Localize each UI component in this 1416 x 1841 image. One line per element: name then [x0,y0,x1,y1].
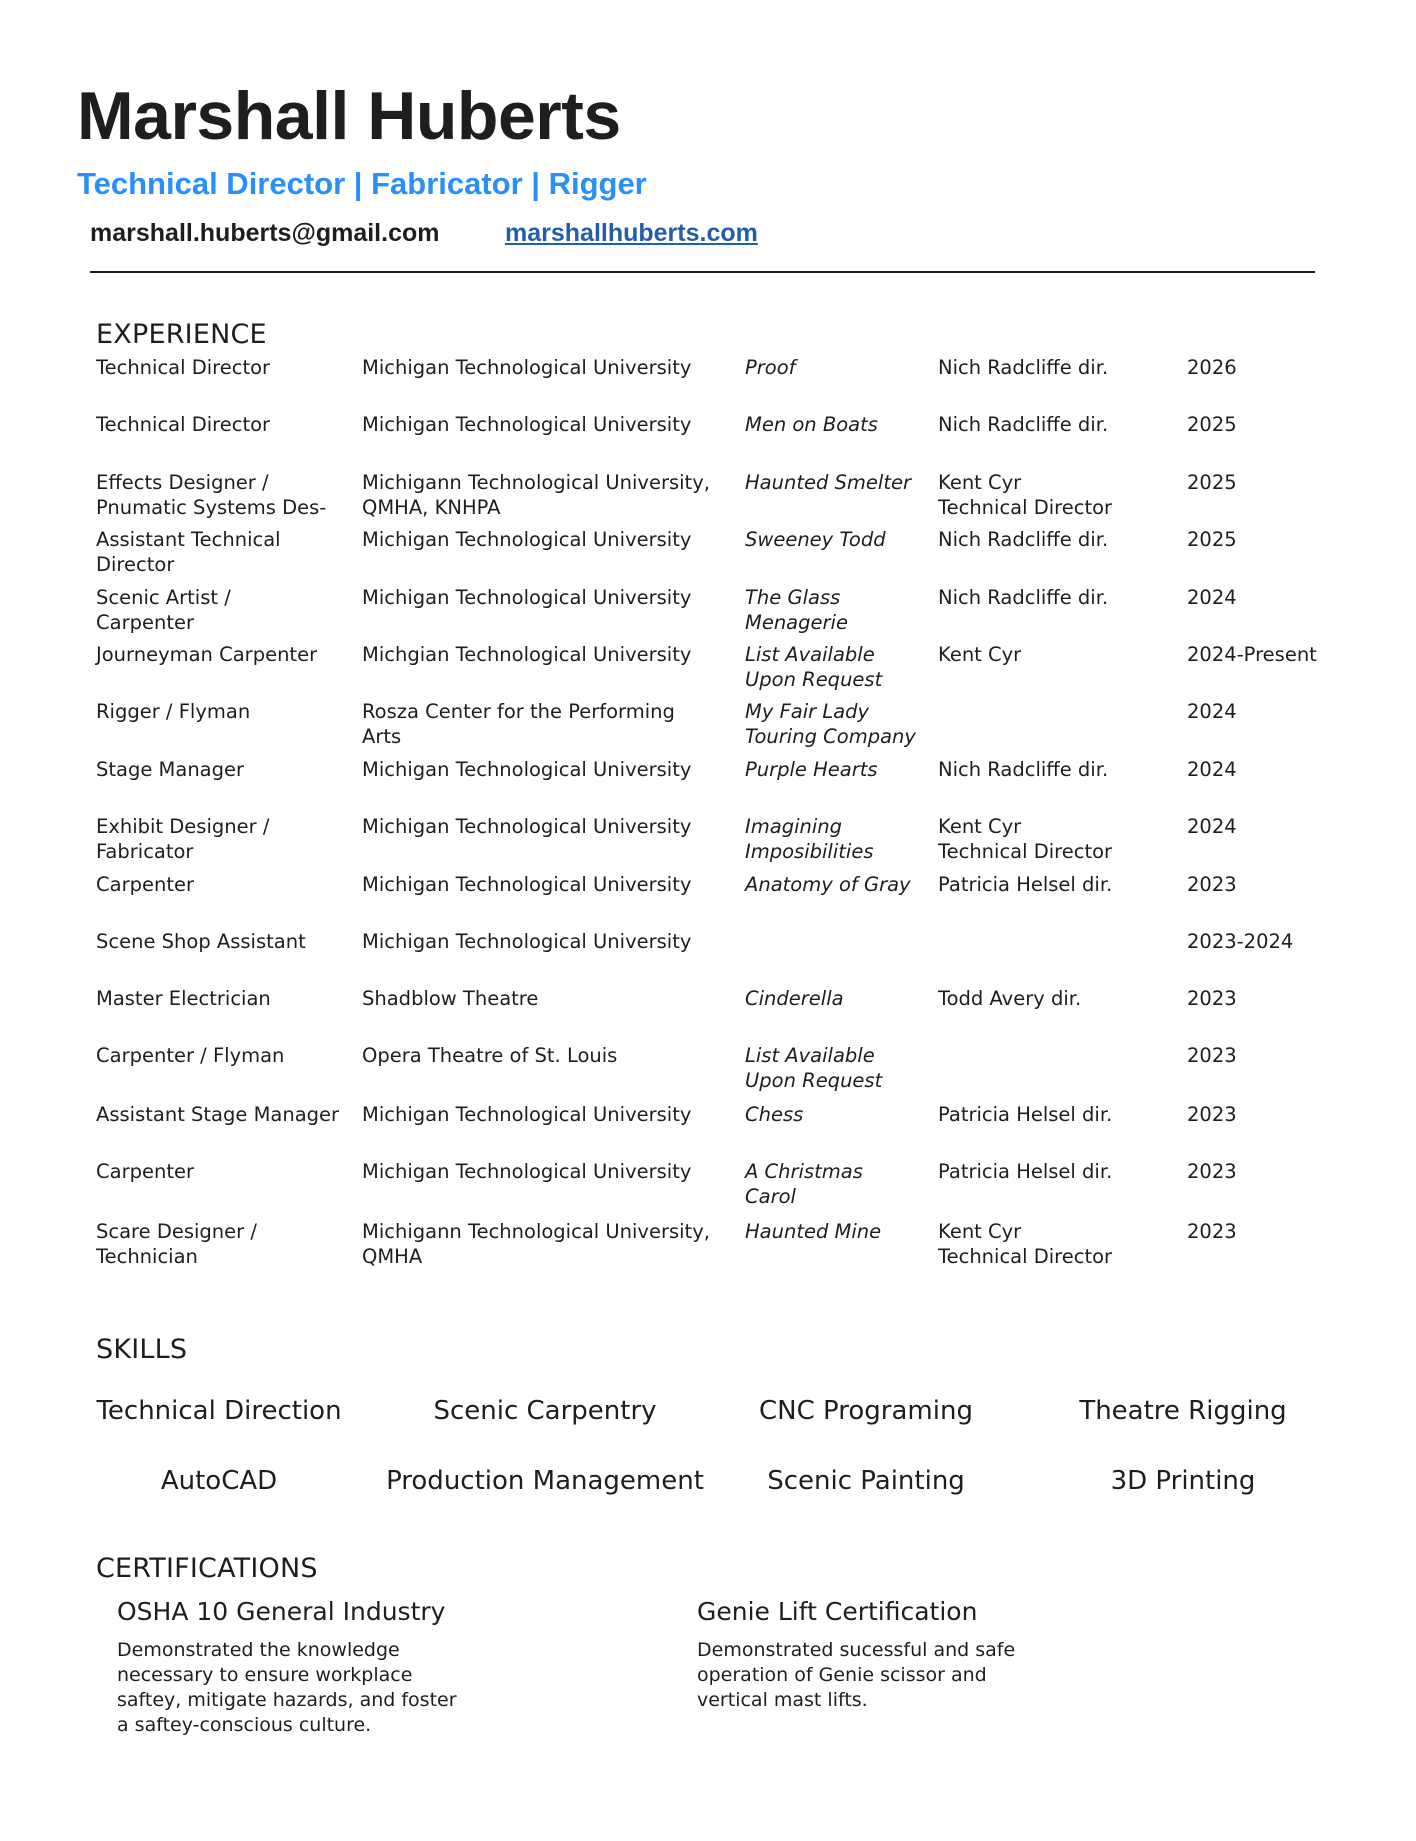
experience-role: Master Electrician [96,987,271,1010]
experience-production: Haunted Smelter [745,471,911,494]
experience-organization: Michigan Technological University [362,528,692,551]
experience-organization: Michigan Technological University [362,758,692,781]
experience-role: Assistant Technical Director [96,528,281,576]
experience-organization: Shadblow Theatre [362,987,539,1010]
experience-production: Anatomy of Gray [745,873,911,896]
experience-organization: Michigan Technological University [362,586,692,609]
experience-row [0,1102,1416,1158]
experience-director: Patricia Helsel dir. [938,1160,1113,1183]
experience-role: Technical Director [96,413,271,436]
experience-director: Kent Cyr [938,643,1022,666]
experience-year: 2025 [1187,413,1237,436]
experience-role: Scare Designer / Technician [96,1220,257,1268]
experience-director: Kent Cyr Technical Director [938,815,1113,863]
experience-year: 2025 [1187,528,1237,551]
experience-organization: Michigan Technological University [362,413,692,436]
experience-organization: Michgian Technological University [362,643,692,666]
experience-organization: Michigan Technological University [362,1160,692,1183]
skill-item: Production Management [386,1466,704,1496]
experience-year: 2025 [1187,471,1237,494]
experience-production: A Christmas Carol [745,1160,863,1208]
experience-row [0,355,1416,411]
experience-year: 2023 [1187,1220,1237,1243]
website-link[interactable]: marshallhuberts.com [505,219,758,247]
experience-year: 2023 [1187,1044,1237,1067]
experience-production: Sweeney Todd [745,528,886,551]
experience-role: Stage Manager [96,758,245,781]
certifications-heading: CERTIFICATIONS [96,1553,318,1584]
experience-year: 2023 [1187,1103,1237,1126]
experience-role: Effects Designer / Pnumatic Systems Des- [96,471,327,519]
experience-role: Technical Director [96,356,271,379]
experience-row [0,412,1416,468]
experience-director: Nich Radcliffe dir. [938,528,1109,551]
resume-name: Marshall Huberts [77,78,621,154]
experience-year: 2023 [1187,1160,1237,1183]
experience-year: 2024 [1187,700,1237,723]
experience-row [0,585,1416,641]
experience-director: Nich Radcliffe dir. [938,758,1109,781]
experience-row [0,470,1416,526]
skill-item: 3D Printing [1110,1466,1256,1496]
experience-row [0,757,1416,813]
experience-row [0,814,1416,870]
experience-row [0,699,1416,755]
experience-year: 2024 [1187,586,1237,609]
experience-role: Exhibit Designer / Fabricator [96,815,270,863]
experience-production: Cinderella [745,987,844,1010]
experience-production: My Fair Lady Touring Company [745,700,916,748]
experience-organization: Michigan Technological University [362,930,692,953]
experience-director: Nich Radcliffe dir. [938,413,1109,436]
email-address: marshall.huberts@gmail.com [90,219,440,247]
experience-production: Haunted Mine [745,1220,882,1243]
experience-production: Purple Hearts [745,758,878,781]
skill-item: Scenic Carpentry [433,1396,657,1426]
experience-organization: Michigan Technological University [362,356,692,379]
experience-row [0,872,1416,928]
experience-role: Carpenter [96,1160,194,1183]
experience-director: Nich Radcliffe dir. [938,356,1109,379]
experience-organization: Michigan Technological University [362,1103,692,1126]
experience-year: 2023 [1187,873,1237,896]
header-divider [90,271,1315,273]
skills-heading: SKILLS [96,1334,188,1365]
experience-row [0,642,1416,698]
experience-row [0,1043,1416,1099]
experience-production: List Available Upon Request [745,1044,883,1092]
experience-role: Journeyman Carpenter [96,643,318,666]
experience-director: Kent Cyr Technical Director [938,1220,1113,1268]
experience-director: Nich Radcliffe dir. [938,586,1109,609]
experience-production: The Glass Menagerie [745,586,848,634]
experience-director: Kent Cyr Technical Director [938,471,1113,519]
resume-subtitle: Technical Director | Fabricator | Rigger [77,166,647,201]
certification-title: Genie Lift Certification [697,1597,978,1626]
experience-heading: EXPERIENCE [96,319,267,350]
experience-row [0,527,1416,583]
experience-production: Imagining Imposibilities [745,815,874,863]
experience-role: Carpenter / Flyman [96,1044,285,1067]
certification-description: Demonstrated sucessful and safe operation of Genie scissor and vertical mast lifts. [697,1639,1016,1711]
experience-year: 2024-Present [1187,643,1317,666]
experience-row [0,986,1416,1042]
experience-role: Scenic Artist / Carpenter [96,586,231,634]
experience-year: 2024 [1187,758,1237,781]
experience-year: 2024 [1187,815,1237,838]
experience-organization: Rosza Center for the Performing Arts [362,700,675,748]
skill-item: AutoCAD [160,1466,278,1496]
experience-director: Todd Avery dir. [938,987,1082,1010]
experience-organization: Opera Theatre of St. Louis [362,1044,618,1067]
experience-organization: Michigann Technological University, QMHA [362,1220,710,1268]
experience-production: Proof [745,356,796,379]
experience-row [0,1159,1416,1215]
experience-organization: Michigan Technological University [362,815,692,838]
skill-item: Technical Direction [96,1396,342,1426]
experience-year: 2023 [1187,987,1237,1010]
experience-year: 2023-2024 [1187,930,1294,953]
experience-organization: Michigann Technological University, QMHA, KNHPA [362,471,710,519]
experience-production: Men on Boats [745,413,878,436]
skill-item: Theatre Rigging [1079,1396,1287,1426]
certification-title: OSHA 10 General Industry [117,1597,446,1626]
experience-role: Rigger / Flyman [96,700,251,723]
experience-organization: Michigan Technological University [362,873,692,896]
skill-item: Scenic Painting [767,1466,965,1496]
experience-role: Carpenter [96,873,194,896]
experience-production: Chess [745,1103,804,1126]
experience-production: List Available Upon Request [745,643,883,691]
experience-row [0,929,1416,985]
experience-director: Patricia Helsel dir. [938,1103,1113,1126]
experience-role: Scene Shop Assistant [96,930,306,953]
experience-year: 2026 [1187,356,1237,379]
experience-role: Assistant Stage Manager [96,1103,340,1126]
skill-item: CNC Programing [759,1396,973,1426]
experience-director: Patricia Helsel dir. [938,873,1113,896]
experience-row [0,1219,1416,1275]
certification-description: Demonstrated the knowledge necessary to ensure workplace saftey, mitigate hazards, and foster a saftey-conscious culture. [117,1639,457,1736]
